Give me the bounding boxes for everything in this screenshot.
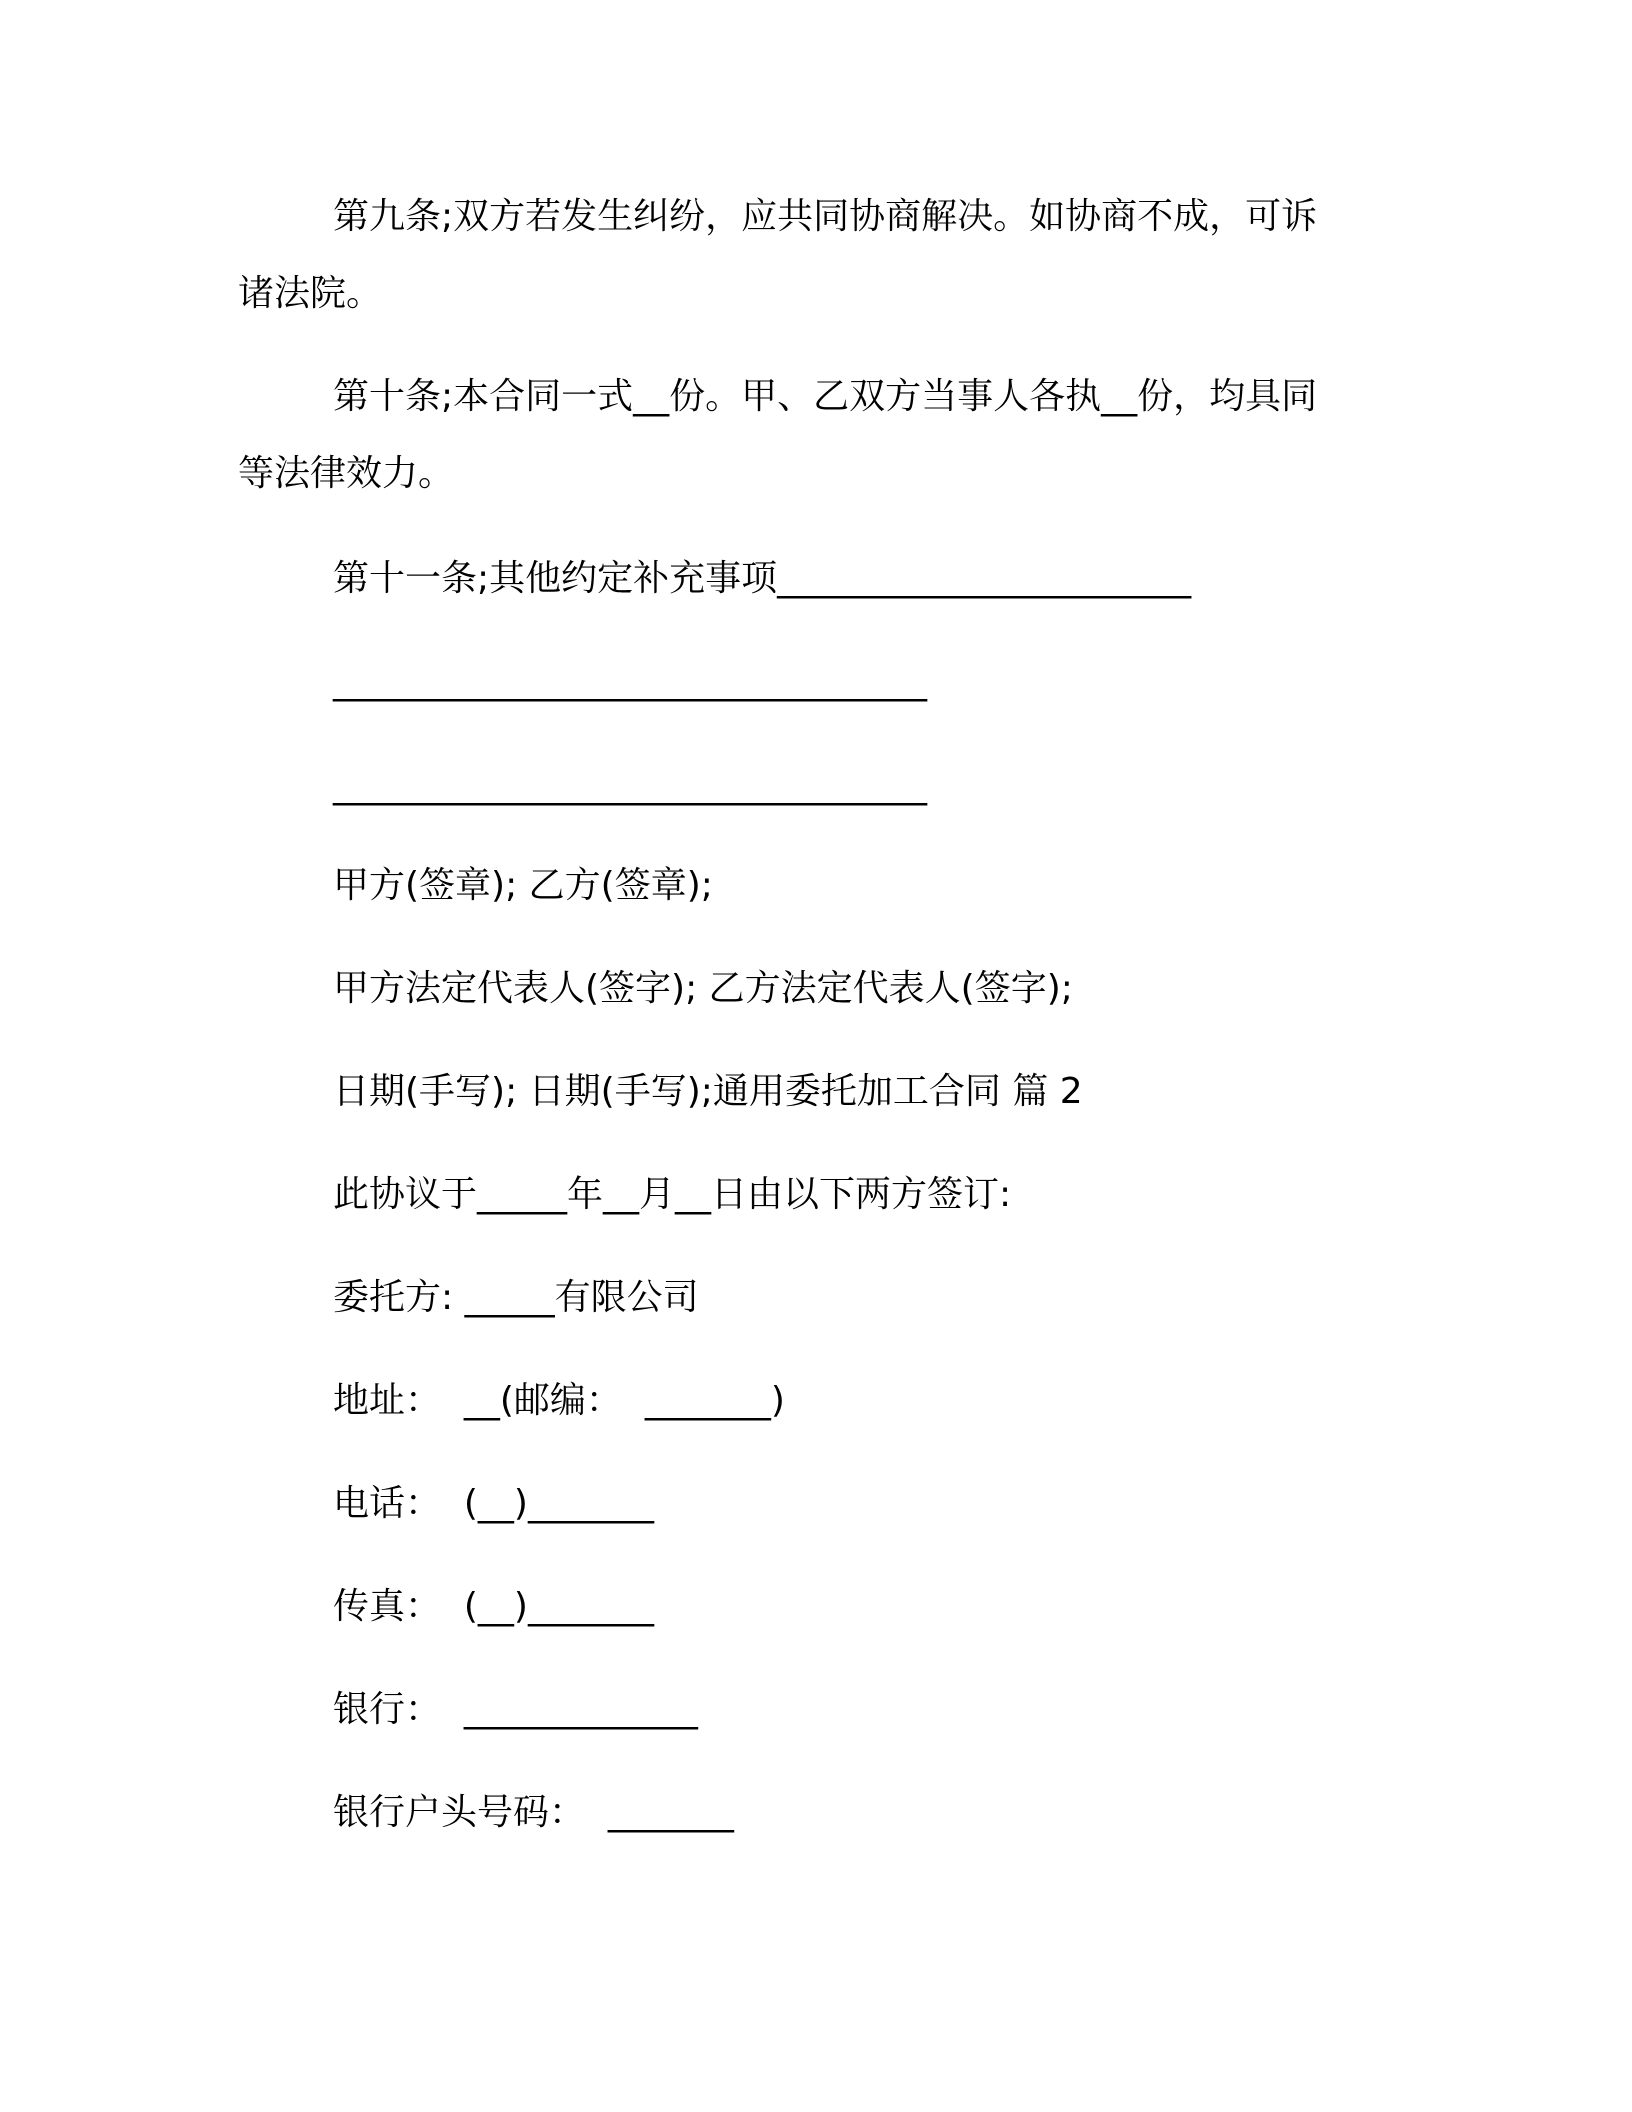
clause-11-line: 第十一条;其他约定补充事项_______________________ bbox=[333, 558, 1192, 599]
clause-9-line-1: 第九条;双方若发生纠纷，应共同协商解决。如协商不成，可诉 bbox=[333, 196, 1318, 237]
fax-line: 传真： (__)_______ bbox=[333, 1586, 654, 1627]
clause-10-line-1: 第十条;本合同一式__份。甲、乙双方当事人各执__份，均具同 bbox=[333, 376, 1318, 417]
bank-line: 银行： _____________ bbox=[333, 1689, 698, 1730]
address-line: 地址： __(邮编： _______) bbox=[333, 1380, 785, 1421]
blank-line-2: _________________________________ bbox=[333, 765, 927, 806]
legal-representative-line: 甲方法定代表人(签字); 乙方法定代表人(签字); bbox=[333, 968, 1073, 1009]
clause-10-line-2: 等法律效力。 bbox=[238, 453, 455, 494]
signature-seal-line: 甲方(签章); 乙方(签章); bbox=[333, 865, 713, 906]
date-and-section-title-line: 日期(手写); 日期(手写);通用委托加工合同 篇 2 bbox=[333, 1071, 1083, 1112]
bank-account-line: 银行户头号码： _______ bbox=[333, 1792, 734, 1833]
blank-line-1: _________________________________ bbox=[333, 661, 927, 702]
clause-9-line-2: 诸法院。 bbox=[238, 273, 383, 314]
agreement-intro-line: 此协议于_____年__月__日由以下两方签订: bbox=[333, 1174, 1012, 1215]
phone-line: 电话： (__)_______ bbox=[333, 1483, 654, 1524]
client-line: 委托方: _____有限公司 bbox=[333, 1277, 699, 1318]
